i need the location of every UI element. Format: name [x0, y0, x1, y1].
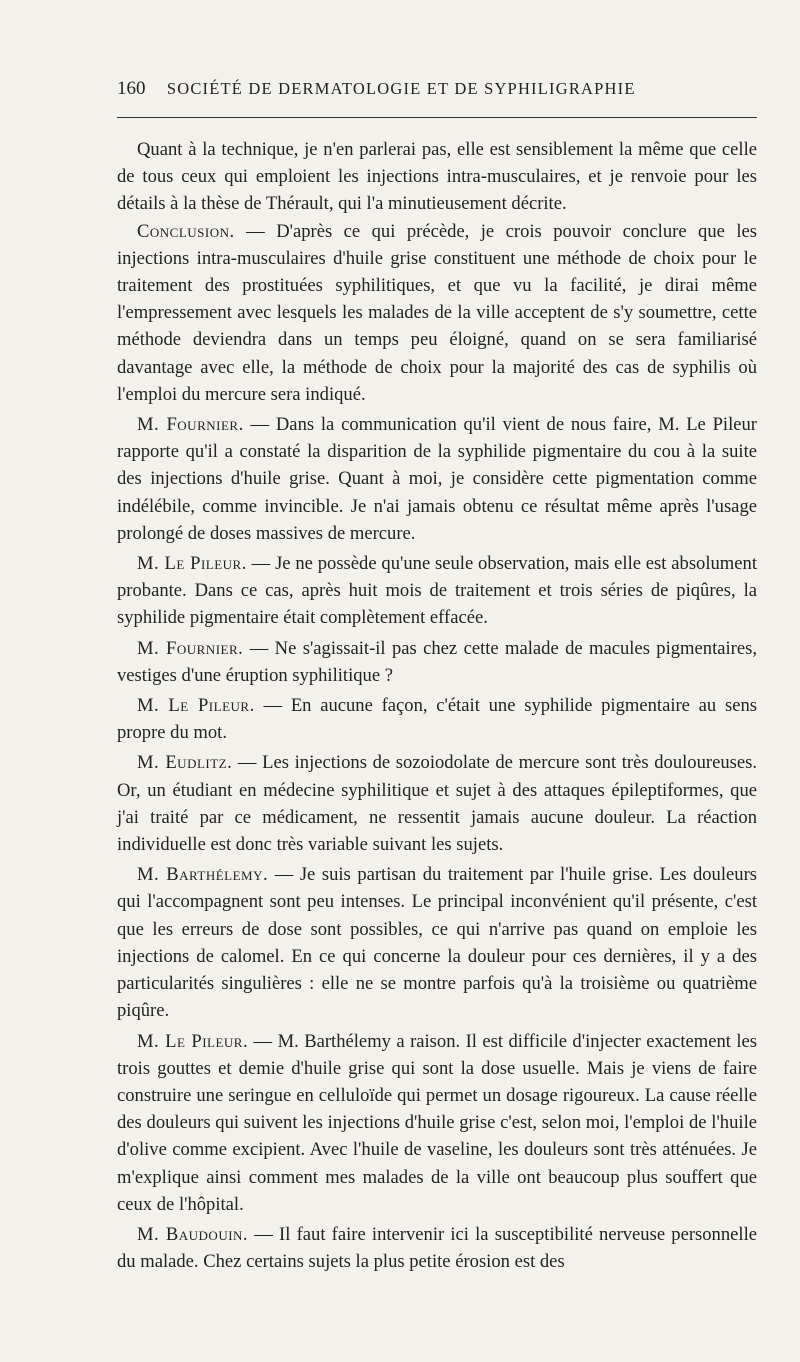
- speaker: M. Le Pileur.: [137, 695, 255, 717]
- paragraph: [117, 1221, 757, 1275]
- paragraph: [117, 411, 757, 547]
- paragraph-text: — Je ne possède qu'une seule observation, mais elle est absolument probante. Dans ce cas, après huit mois de traitement et trois séries de piqûres, la syphilide pigmentaire était complètement effacée.: [117, 553, 757, 629]
- speaker: M. Eudlitz.: [137, 752, 233, 774]
- header-rule: [117, 117, 757, 118]
- speaker: M. Baudouin.: [137, 1223, 249, 1245]
- paragraph: [117, 1028, 757, 1218]
- speaker: M. Le Pileur.: [137, 1030, 249, 1052]
- paragraph-text: — Ne s'agissait-il pas chez cette malade de macules pigmentaires, vestiges d'une éruption syphilitique ?: [117, 637, 757, 686]
- paragraph-text: — Je suis partisan du traitement par l'huile grise. Les douleurs qui l'accompagnent sont peu intenses. Le principal inconvénient qu'il présente, c'est que les erreurs de dose sont possibles, ce qui n'arrive pas quand on emploie les injections de calomel. En ce qui concerne la douleur pour ces dernières, il y a des particularités singulières : elle ne se montre parfois qu'à la troisième ou quatrième piqûre.: [117, 864, 757, 1022]
- running-header: [117, 78, 757, 100]
- speaker: M. Barthélemy.: [137, 864, 269, 886]
- paragraph: [117, 749, 757, 858]
- paragraph: [117, 136, 757, 218]
- paragraph-text: — Dans la communication qu'il vient de nous faire, M. Le Pileur rapporte qu'il a constaté la disparition de la syphilide pigmentaire du cou à la suite des injections d'huile grise. Quant à moi, je considère cette pigmentation comme indélébile, comme invincible. Je n'ai jamais obtenu ce résultat même après l'usage prolongé de doses massives de mercure.: [117, 414, 757, 544]
- paragraph-text: — Les injections de sozoiodolate de mercure sont très douloureuses. Or, un étudiant en médecine syphilitique et sujet à des attaques épileptiformes, que j'ai traité par ce médicament, ne ressentit jamais aucune douleur. La réaction individuelle est donc très variable suivant les sujets.: [117, 752, 757, 856]
- paragraph: [117, 861, 757, 1024]
- running-title: SOCIÉTÉ DE DERMATOLOGIE ET DE SYPHILIGRAPHIE: [166, 79, 636, 98]
- paragraph-text: Quant à la technique, je n'en parlerai pas, elle est sensiblement la même que celle de tous ceux qui emploient les injections intra-musculaires, et je renvoie pour les détails à la thèse de Thérault, qui l'a minutieusement décrite.: [117, 139, 757, 215]
- page-number: 160: [117, 78, 146, 99]
- body-text: [117, 136, 757, 1275]
- paragraph: [117, 218, 757, 408]
- paragraph-text: — D'après ce qui précède, je crois pouvoir conclure que les injections intra-musculaires d'huile grise constituent une méthode de choix pour le traitement des prostituées syphilitiques, et que vu la facilité, je dirai même l'empressement avec lesquels les malades de la ville acceptent de s'y soumettre, cette méthode deviendra dans un temps peu éloigné, quand on se sera familiarisé davantage avec elle, la méthode de choix pour la majorité des cas de syphilis où l'emploi du mercure sera indiqué.: [117, 220, 757, 405]
- paragraph-text: — M. Barthélemy a raison. Il est difficile d'injecter exactement les trois gouttes et demie d'huile grise qui sont la dose usuelle. Mais je viens de faire construire une seringue en celluloïde qui permet un dosage rigoureux. La cause réelle des douleurs qui suivent les injections d'huile grise c'est, selon moi, l'emploi de l'huile d'olive comme excipient. Avec l'huile de vaseline, les douleurs sont très atténuées. Je m'explique ainsi comment mes malades de la ville ont beaucoup plus souffert que ceux de l'hôpital.: [117, 1030, 758, 1215]
- speaker: M. Fournier.: [137, 637, 244, 659]
- paragraph-text: — Il faut faire intervenir ici la susceptibilité nerveuse personnelle du malade. Chez certains sujets la plus petite érosion est des: [117, 1223, 757, 1273]
- paragraph: [117, 550, 757, 632]
- speaker: M. Le Pileur.: [137, 553, 247, 575]
- speaker: Conclusion.: [137, 220, 235, 242]
- paragraph: [117, 692, 757, 746]
- paragraph: [117, 635, 757, 689]
- paragraph-text: — En aucune façon, c'était une syphilide pigmentaire au sens propre du mot.: [117, 695, 757, 744]
- speaker: M. Fournier.: [137, 414, 244, 436]
